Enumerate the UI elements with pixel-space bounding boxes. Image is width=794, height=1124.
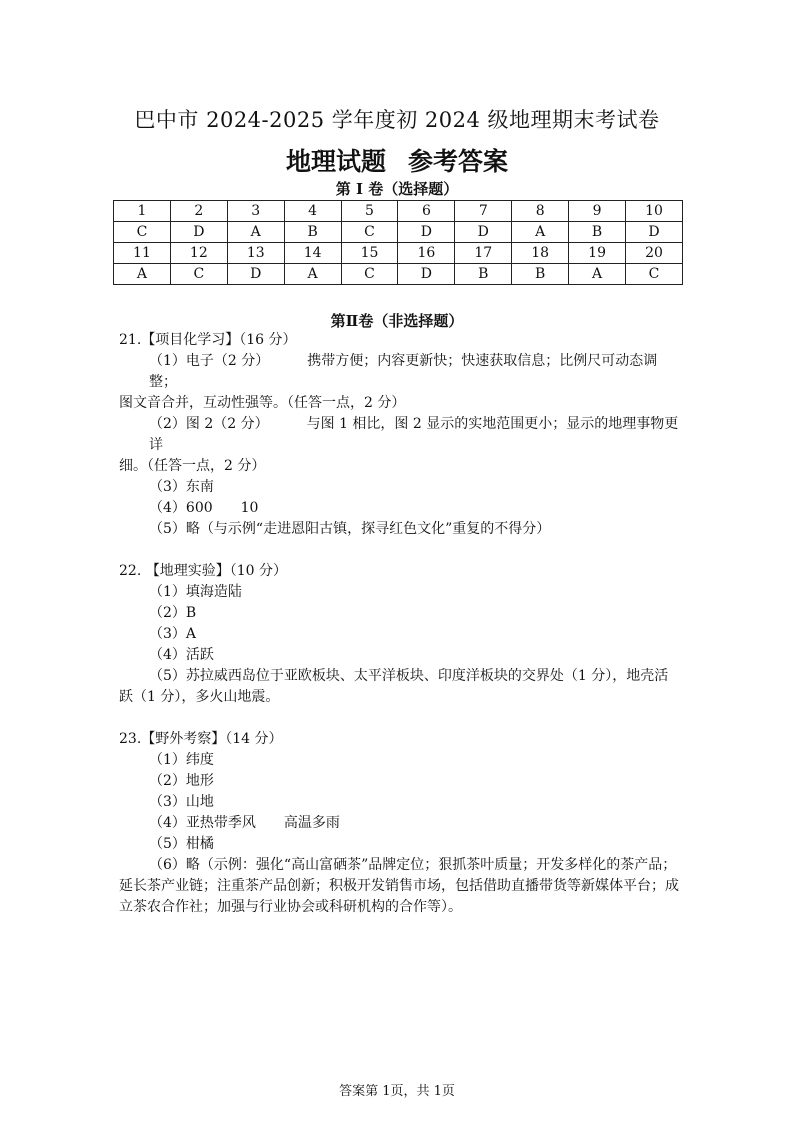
answer-table-cell: 10	[626, 201, 683, 222]
answer-table-cell: 18	[512, 243, 569, 264]
subtitle-answers: 参考答案	[408, 147, 509, 176]
answer-text: 高温多雨	[283, 815, 340, 831]
answer-subtitle	[0, 142, 794, 178]
answer-table-cell: C	[626, 264, 683, 285]
answer-table-cell: D	[398, 264, 455, 285]
answer-table-cell: A	[512, 222, 569, 243]
answer-line: （3）A	[149, 626, 197, 642]
answer-table	[113, 200, 683, 285]
answer-table-cell: C	[114, 222, 171, 243]
answer-text: 携带方便；内容更新快；快速获取信息；比例尺可动态调整；	[149, 353, 658, 390]
answer-table-cell: D	[398, 222, 455, 243]
answer-table-cell: A	[114, 264, 171, 285]
answer-table-cell: 14	[284, 243, 341, 264]
answer-table-cell: 13	[227, 243, 284, 264]
answer-table-cell: A	[284, 264, 341, 285]
answer-table-cell: 15	[341, 243, 398, 264]
answer-table-cell: 7	[455, 201, 512, 222]
question-23	[119, 729, 681, 918]
answer-table-cell: 9	[569, 201, 626, 222]
answer-table-cell: 2	[170, 201, 227, 222]
question-heading: 21.【项目化学习】（16 分）	[119, 332, 297, 348]
answer-table-cell: B	[455, 264, 512, 285]
answer-label: （2）图 2（2 分）	[149, 416, 269, 432]
answer-line: （5）略（与示例“走进恩阳古镇，探寻红色文化”重复的不得分）	[149, 521, 551, 537]
answer-table-cell: 1	[114, 201, 171, 222]
answer-table-cell: D	[227, 264, 284, 285]
question-21	[119, 330, 681, 540]
answer-label: （4）亚热带季风	[149, 815, 256, 831]
answer-label: （1）电子（2 分）	[149, 353, 270, 369]
answer-table-cell: D	[626, 222, 683, 243]
answer-body	[119, 330, 681, 918]
answer-table-row	[114, 264, 683, 285]
answer-table-cell: C	[170, 264, 227, 285]
answer-table-cell: 11	[114, 243, 171, 264]
answer-text: 10	[240, 500, 259, 516]
answer-table-cell: 12	[170, 243, 227, 264]
answer-table-cell: A	[569, 264, 626, 285]
answer-table-cell: 4	[284, 201, 341, 222]
answer-line: （2）地形	[149, 773, 214, 789]
answer-text: 与图 1 相比，图 2 显示的实地范围更小；显示的地理事物更详	[149, 416, 679, 453]
exam-title: 巴中市 2024-2025 学年度初 2024 级地理期末考试卷	[134, 108, 660, 132]
answer-table-cell: D	[455, 222, 512, 243]
answer-table-cell: 8	[512, 201, 569, 222]
answer-line	[119, 498, 681, 519]
answer-table-cell: 5	[341, 201, 398, 222]
answer-table-row	[114, 222, 683, 243]
answer-table-cell: 19	[569, 243, 626, 264]
answer-label: （4）600	[149, 500, 213, 516]
answer-line: （6）略（示例：强化“高山富硒茶”品牌定位；狠抓茶叶质量；开发多样化的茶产品；	[149, 857, 677, 873]
answer-table-cell: D	[170, 222, 227, 243]
answer-line: （2）B	[149, 605, 197, 621]
answer-line	[119, 813, 681, 834]
answer-continuation: 细。（任答一点，2 分）	[119, 458, 266, 474]
answer-table-cell: B	[512, 264, 569, 285]
answer-line: （3）东南	[149, 479, 214, 495]
answer-table-row	[114, 243, 683, 264]
section-1-title: 第 I 卷（选择题）	[335, 180, 459, 198]
answer-continuation: 延长茶产业链；注重茶产品创新；积极开发销售市场，包括借助直播带货等新媒体平台；成	[119, 878, 679, 894]
answer-table-cell: 20	[626, 243, 683, 264]
answer-table-cell: A	[227, 222, 284, 243]
section-2-title: 第Ⅱ卷（非选择题）	[330, 312, 464, 330]
question-heading: 23.【野外考察】（14 分）	[119, 731, 283, 747]
answer-line: （5）苏拉威西岛位于亚欧板块、太平洋板块、印度洋板块的交界处（1 分），地壳活	[149, 668, 669, 684]
answer-line: （4）活跃	[149, 647, 214, 663]
question-22	[119, 561, 681, 708]
answer-table-cell: B	[569, 222, 626, 243]
answer-table-row	[114, 201, 683, 222]
question-heading: 22. 【地理实验】（10 分）	[119, 563, 287, 579]
answer-table-cell: B	[284, 222, 341, 243]
answer-table-cell: C	[341, 222, 398, 243]
answer-continuation: 跃（1 分），多火山地震。	[119, 689, 280, 705]
answer-line: （1）纬度	[149, 752, 214, 768]
answer-line: （3）山地	[149, 794, 214, 810]
answer-table-cell: 3	[227, 201, 284, 222]
answer-continuation: 图文音合并，互动性强等。（任答一点，2 分）	[119, 395, 406, 411]
answer-line: （1）填海造陆	[149, 584, 242, 600]
answer-table-cell: C	[341, 264, 398, 285]
answer-line	[119, 351, 681, 393]
subtitle-subject: 地理试题	[285, 147, 386, 176]
answer-table-cell: 6	[398, 201, 455, 222]
answer-table-cell: 17	[455, 243, 512, 264]
page-footer: 答案第 1页，共 1页	[339, 1084, 455, 1099]
answer-line	[119, 414, 681, 456]
answer-table-cell: 16	[398, 243, 455, 264]
answer-line: （5）柑橘	[149, 836, 214, 852]
answer-continuation: 立茶农合作社；加强与行业协会或科研机构的合作等）。	[119, 899, 462, 915]
